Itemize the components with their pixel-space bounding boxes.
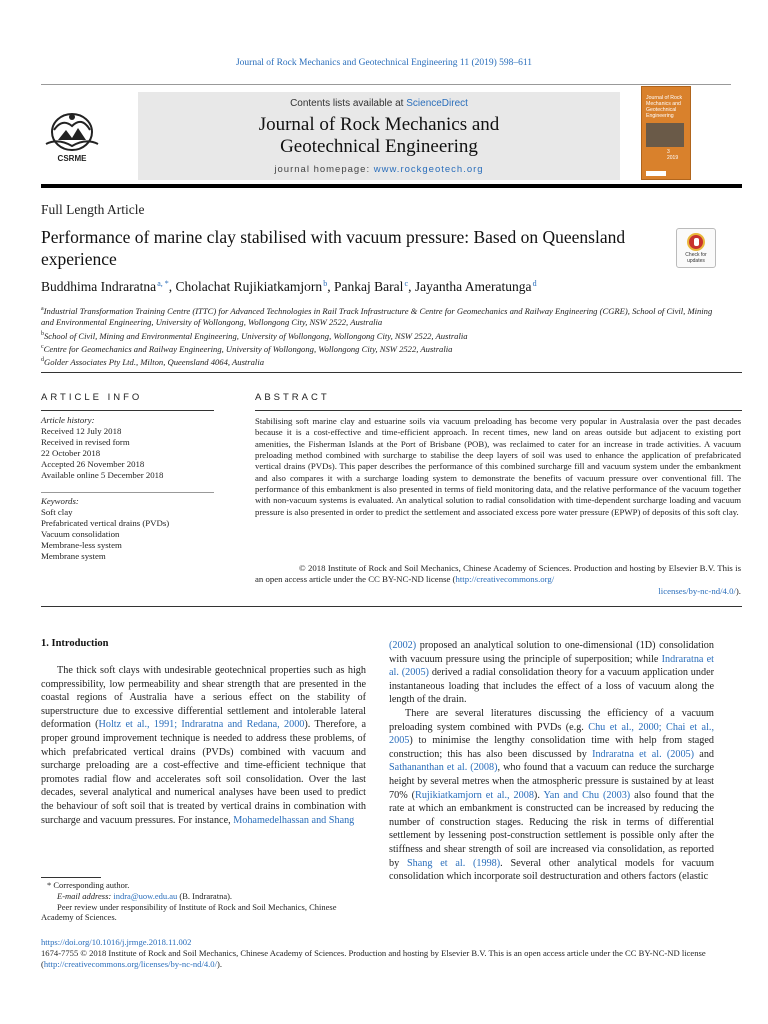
affiliation-item: $^c$Centre for Geomechanics and Railway Engineering, University of Wollongong, Wollongong City, NSW 2522, Australia	[41, 343, 453, 354]
citation-link[interactable]: Holtz et al., 1991; Indraratna and Redana, 2000	[98, 719, 305, 731]
csrme-logo-icon	[40, 108, 104, 166]
contents-line	[138, 98, 620, 109]
affiliations	[41, 304, 721, 368]
author-name[interactable]: Cholachat Rujikiatkamjorn	[175, 279, 323, 294]
check-updates-label: Check for updates	[685, 252, 707, 264]
article-history	[41, 415, 216, 481]
affiliation-item: $^d$Golder Associates Pty Ltd., Milton, Queensland 4064, Australia	[41, 357, 265, 368]
author-list: Buddhima Indraratna $^{a, *}$, Cholachat Rujikiatkamjorn $^b$, Pankaj Baral $^c$, Jayantha Ameratunga $^d$	[41, 279, 537, 294]
history-item: Accepted 26 November 2018	[41, 459, 145, 469]
article-type: Full Length Article	[41, 202, 145, 217]
logo-text: CSRME	[57, 154, 87, 163]
author-affiliation-mark[interactable]: c	[404, 279, 409, 288]
section-rule	[41, 372, 742, 373]
contents-prefix: Contents lists available at	[290, 98, 407, 109]
citation-link[interactable]: Sathananthan et al. (2008)	[389, 762, 498, 774]
journal-banner	[138, 92, 620, 180]
license-link[interactable]: licenses/by-nc-nd/4.0/	[658, 585, 736, 596]
citation-link[interactable]: Rujikiatkamjorn et al., 2008	[415, 789, 534, 801]
intro-paragraph: (2002) proposed an analytical solution to one-dimensional (1D) consolidation with vacuum pressure using the principle of superposition; while Indraratna et al. (2005) derived a radial consolidation theory for a vacuum application under instantaneous loading that includes the effect of a loss of vacuum along the length of the drain.	[389, 640, 714, 706]
cover-barcode	[646, 171, 666, 176]
page-footer	[41, 937, 742, 970]
cover-image	[646, 123, 684, 147]
citation-link[interactable]: Indraratna et al. (2005)	[592, 748, 695, 760]
section-rule	[41, 606, 742, 607]
journal-title-line2: Geotechnical Engineering	[280, 136, 478, 157]
keywords	[41, 496, 216, 562]
abstract-heading: ABSTRACT	[255, 392, 330, 403]
doi-link[interactable]: https://doi.org/10.1016/j.jrmge.2018.11.002	[41, 937, 192, 947]
keywords-label: Keywords:	[41, 496, 79, 506]
keyword-item: Membrane-less system	[41, 540, 122, 550]
author-affiliation-mark[interactable]: a, *	[157, 279, 169, 288]
citation-link[interactable]: Yan and Chu (2003)	[543, 789, 631, 801]
affiliation-item: $^a$Industrial Transformation Training Centre (ITTC) for Advanced Technologies in Rail Track Infrastructure & Centre for Geomechanics and Railway Engineering (CGRE), School of Civil, Mining and Environmental Engineering, University of Wollongong, Wollongong City, NSW 2522, Australia	[41, 305, 713, 328]
citation-link[interactable]: Indraratna et al. (2005)	[389, 653, 714, 679]
footnotes	[41, 880, 366, 923]
article-info-heading: ARTICLE INFO	[41, 392, 143, 403]
history-label: Article history:	[41, 415, 95, 425]
affiliation-item: $^b$School of Civil, Mining and Environmental Engineering, University of Wollongong, Wollongong City, NSW 2522, Australia	[41, 330, 468, 341]
journal-reference[interactable]: Journal of Rock Mechanics and Geotechnical Engineering 11 (2019) 598–611	[235, 58, 533, 68]
citation-link[interactable]: Shang et al. (1998)	[406, 857, 501, 869]
intro-right-column	[389, 639, 714, 884]
history-item: Received in revised form	[41, 437, 130, 447]
citation-link[interactable]: Chu et al., 2000; Chai et al., 2005	[389, 721, 714, 747]
header-rule	[41, 84, 731, 85]
footer-copyright: 1674-7755 © 2018 Institute of Rock and Soil Mechanics, Chinese Academy of Sciences. Production and hosting by Elsevier B.V. This is an open access article under the CC BY-NC-ND license (http://creativecommons.org/licenses/by-nc-nd/4.0/).	[41, 948, 706, 969]
keyword-item: Membrane system	[41, 551, 106, 561]
author-name[interactable]: Buddhima Indraratna	[41, 279, 157, 294]
intro-paragraph: There are several literatures discussing the efficiency of a vacuum preloading system combined with PVDs (e.g. Chu et al., 2000; Chai et al., 2005) to minimise the lengthy consolidation time with help from staged construction; this has also been discussed by Indraratna et al. (2005) and Sathananthan et al. (2008), who found that a vacuum can reduce the surcharge height by several metres when the atmospheric pressure is sustained by at least 70% (Rujikiatkamjorn et al., 2008). Yan and Chu (2003) also found that the rate at which an embankment is constructed can be increased by reducing the number of construction stages. Reducing the risk in terms of differential settlement by lessening post-construction settlement is possible only after the stiffness and shear strength of soil are increased via consolidation, as reported by Shang et al. (1998). Several other analytical models for vacuum consolidation which incorporate soil destructuration and others factors (elastic	[389, 707, 715, 883]
author-name[interactable]: Pankaj Baral	[334, 279, 404, 294]
journal-title-line1: Journal of Rock Mechanics and	[258, 114, 500, 135]
homepage-link[interactable]: www.rockgeotech.org	[373, 164, 484, 175]
keyword-item: Prefabricated vertical drains (PVDs)	[41, 518, 170, 528]
history-item: Received 12 July 2018	[41, 426, 122, 436]
article-title: Performance of marine clay stabilised with vacuum pressure: Based on Queensland experience	[41, 227, 626, 269]
keyword-item: Soft clay	[41, 507, 73, 517]
author-name[interactable]: Jayantha Ameratunga	[414, 279, 532, 294]
author-affiliation-mark[interactable]: b	[323, 279, 328, 288]
article-info-divider	[41, 492, 214, 493]
check-for-updates-button[interactable]	[676, 228, 716, 268]
citation-link[interactable]: (2002)	[389, 640, 417, 651]
article-info-rule	[41, 410, 214, 411]
footer-license-link[interactable]: http://creativecommons.org/licenses/by-nc-nd/4.0/	[43, 959, 217, 969]
peer-review-note: Peer review under responsibility of Institute of Rock and Soil Mechanics, Chinese Academy of Sciences.	[41, 901, 337, 923]
cover-title: Journal of Rock Mechanics and Geotechnical Engineering	[646, 95, 683, 119]
abstract-rule	[255, 410, 742, 411]
author-affiliation-mark[interactable]: d	[532, 279, 537, 288]
keyword-item: Vacuum consolidation	[41, 529, 120, 539]
history-item: 22 October 2018	[41, 448, 101, 458]
csrme-logo	[40, 108, 104, 166]
email-link[interactable]: indra@uow.edu.au	[113, 890, 178, 901]
cover-issue: 3 2019	[667, 149, 679, 161]
journal-title	[138, 114, 620, 158]
homepage-prefix: journal homepage:	[274, 164, 374, 175]
license-link[interactable]: http://creativecommons.org/	[455, 574, 555, 585]
abstract-copyright: © 2018 Institute of Rock and Soil Mechanics, Chinese Academy of Sciences. Production and hosting by Elsevier B.V. This is an open access article under the CC BY-NC-ND license (http://creativecommons.org/ licenses/by-nc-nd/4.0/).	[255, 563, 741, 596]
footnote-rule	[41, 877, 101, 878]
journal-cover-thumbnail[interactable]	[641, 86, 691, 180]
corresponding-author-note: * Corresponding author.	[47, 880, 130, 890]
sciencedirect-link[interactable]: ScienceDirect	[406, 98, 468, 109]
intro-paragraph: The thick soft clays with undesirable geotechnical properties such as high compressibility, low permeability and shear strength that are presented in the coastal regions of Australia have a serious effect on the stability of superstructure due to excessive differential settlement and intolerable lateral deformation (Holtz et al., 1991; Indraratna and Redana, 2000). Therefore, a proper ground improvement technique is needed to address these problems, of which prefabricated vertical drains (PVDs) combined with vacuum and surcharge preloading are a cost-effective and time-efficient technique that promotes radial flow and accelerates soft soil consolidation. Over the last decades, several analytical and numerical analyses have been used to predict the behaviour of soft soil that is treated by vertical drains in combination with surcharge and vacuum pressures. For instance, Mohamedelhassan and Shang	[41, 665, 366, 826]
abstract-text: Stabilising soft marine clay and estuarine soils via vacuum preloading has become very popular in Australasia over the past decades because it is a cost-effective and time-efficient approach. In recent times, new land on areas outside but adjacent to existing port amenities, the Fisherman Islands at the Port of Brisbane (POB), was reclaimed to cater for an increase in trade activities. A vacuum preloading method combined with surcharge to stabilise the deep layers of soil was used to enhance the application of prefabricated vertical drains (PVDs). This paper describes the performance of this combined surcharge fill and vacuum system under the embankment and also compares it with a surcharge loading system to demonstrate the benefits of vacuum pressure over conventional fill. The performance of this embankment is also presented in terms of field monitoring data, and the relative performance of the vacuum together with non-vacuum systems is evaluated. An analytical solution to radial consolidation with time-dependent surcharge loading and vacuum pressure is also presented in order to predict the settlement and associated excess pore water pressure (EPWP) of deposits of this soft clay.	[255, 416, 741, 517]
section-heading-introduction: 1. Introduction	[41, 638, 109, 649]
journal-homepage	[138, 164, 620, 175]
email-note: E-mail address: indra@uow.edu.au (B. Indraratna).	[57, 890, 233, 901]
header-thick-rule	[41, 184, 742, 188]
history-item: Available online 5 December 2018	[41, 470, 164, 480]
check-updates-icon	[687, 233, 705, 251]
citation-link[interactable]: Mohamedelhassan and Shang	[233, 814, 355, 826]
